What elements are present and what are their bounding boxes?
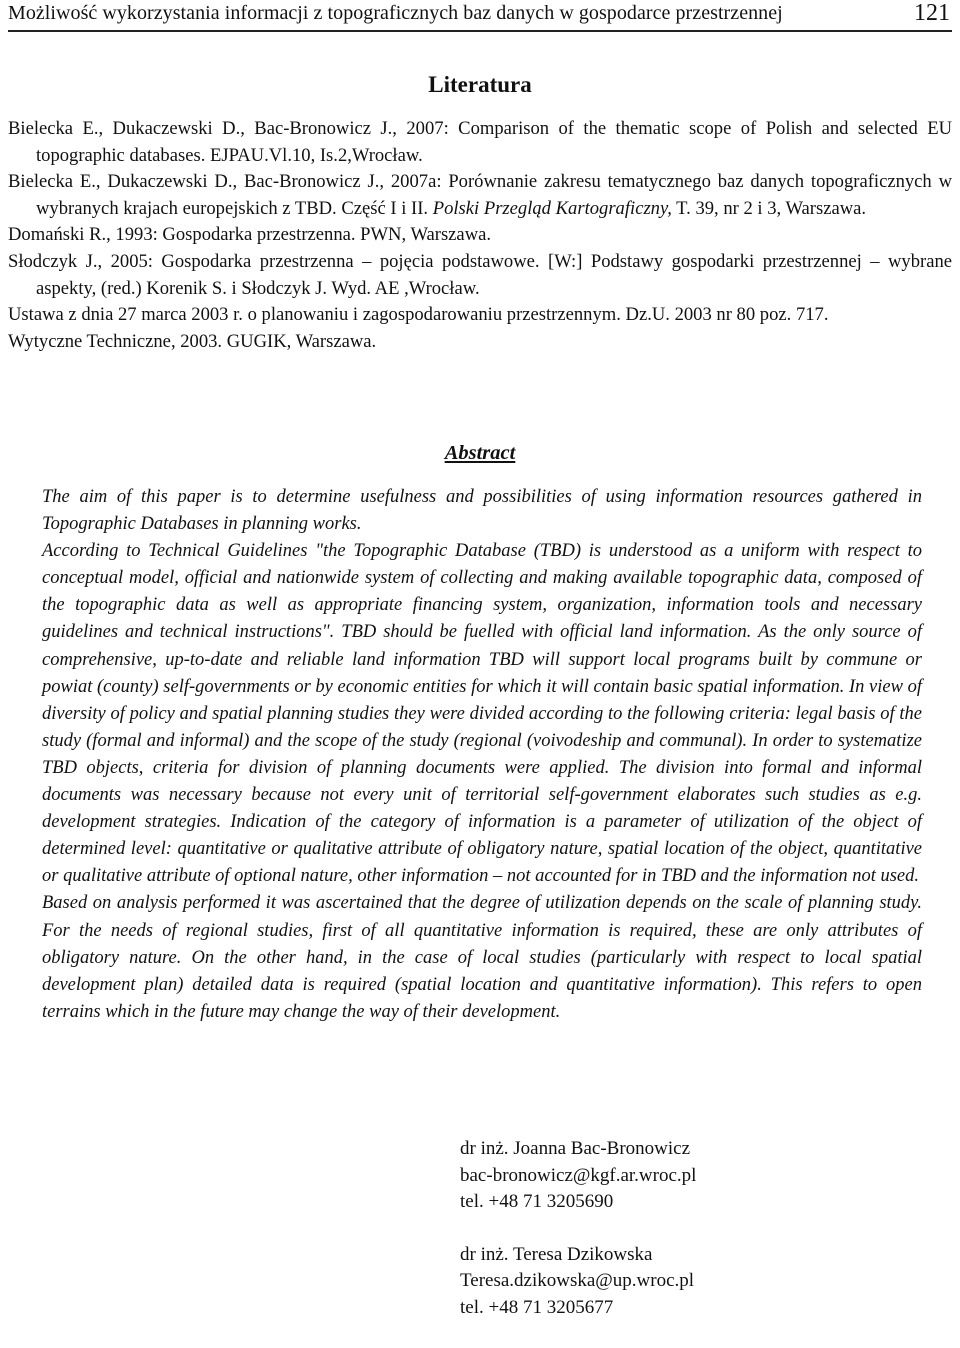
abstract-heading: Abstract xyxy=(444,442,516,464)
reference-text: Bielecka E., Dukaczewski D., Bac-Bronowicz J., 2007: Comparison of the thematic scope of Polish and selected EU topographic databases. EJPAU.Vl.10, Is.2,Wrocław. xyxy=(8,118,952,166)
reference-text: Wytyczne Techniczne, 2003. GUGIK, Warszawa. xyxy=(8,330,377,352)
author-block xyxy=(460,1136,696,1216)
literature-heading: Literatura xyxy=(428,72,532,97)
reference-text: Słodczyk J., 2005: Gospodarka przestrzenna – pojęcia podstawowe. [W:] Podstawy gospodarki przestrzennej – wybrane aspekty, (red.) Korenik S. i Słodczyk J. Wyd. AE ,Wrocław. xyxy=(8,250,952,299)
author-name: dr inż. Teresa Dzikowska xyxy=(460,1243,653,1265)
author-email: Teresa.dzikowska@up.wroc.pl xyxy=(460,1270,695,1292)
author-name: dr inż. Joanna Bac-Bronowicz xyxy=(460,1138,691,1159)
author-phone: tel. +48 71 3205690 xyxy=(460,1191,614,1213)
reference-item xyxy=(8,222,952,249)
abstract-paragraph: The aim of this paper is to determine usefulness and possibilities of using information resources gathered in Topographic Databases in planning works. xyxy=(42,487,922,535)
reference-item xyxy=(8,249,952,302)
abstract-paragraph: Based on analysis performed it was ascertained that the degree of utilization depends on the scale of planning study. For the needs of regional studies, first of all quantitative information is required, these are only attributes of obligatory nature. On the other hand, in the case of local studies (particularly with respect to local spatial development plan) detailed data is required (spatial location and quantitative information). This refers to open terrains which in the future may change the way of their development. xyxy=(42,893,922,1022)
reference-item xyxy=(8,169,952,222)
author-contacts xyxy=(460,1136,696,1348)
reference-text: Ustawa z dnia 27 marca 2003 r. o planowaniu i zagospodarowaniu przestrzennym. Dz.U. 2003 nr 80 poz. 717. xyxy=(8,304,829,326)
reference-text: Bielecka E., Dukaczewski D., Bac-Bronowicz J., 2007a: Porównanie zakresu tematycznego baz danych topograficznych w wybranych krajach europejskich z TBD. Część I i II. xyxy=(8,171,952,219)
abstract-body xyxy=(42,484,922,1026)
running-header-title: Możliwość wykorzystania informacji z topograficznych baz danych w gospodarce przestrzennej xyxy=(8,2,783,24)
page-number: 121 xyxy=(914,0,950,26)
running-header xyxy=(8,0,952,32)
reference-item xyxy=(8,329,952,356)
author-email: bac-bronowicz@kgf.ar.wroc.pl xyxy=(460,1164,697,1186)
reference-item xyxy=(8,302,952,329)
reference-text: Domański R., 1993: Gospodarka przestrzenna. PWN, Warszawa. xyxy=(8,224,492,246)
abstract-paragraph: According to Technical Guidelines "the Topographic Database (TBD) is understood as a uniform with respect to conceptual model, official and nationwide system of collecting and making available topographic data, composed of the topographic data as well as appropriate financing system, organization, information tools and necessary guidelines and technical instructions". TBD should be fuelled with official land information. As the only source of comprehensive, up-to-date and reliable land information TBD will support local programs built by commune or powiat (county) self-governments or by economic entities for which it will contain basic spatial information. In view of diversity of policy and spatial planning studies they were divided according to the following criteria: legal basis of the study (formal and informal) and the scope of the study (regional (voivodeship and communal). In order to systematize TBD objects, criteria for division of planning documents were applied. The division into formal and informal documents was necessary because not every unit of territorial self-government elaborates such studies as e.g. development strategies. Indication of the category of information is a parameter of utilization of the object of determined level: quantitative or qualitative attribute of obligatory nature, spatial location of the object, quantitative or qualitative attribute of optional nature, other information – not accounted for in TBD and the information not used. xyxy=(42,541,922,887)
reference-item xyxy=(8,116,952,169)
reference-journal: Polski Przegląd Kartograficzny, xyxy=(432,197,672,219)
author-phone: tel. +48 71 3205677 xyxy=(460,1296,614,1318)
author-block xyxy=(460,1242,696,1322)
reference-list xyxy=(8,116,952,355)
reference-tail: T. 39, nr 2 i 3, Warszawa. xyxy=(676,197,867,219)
